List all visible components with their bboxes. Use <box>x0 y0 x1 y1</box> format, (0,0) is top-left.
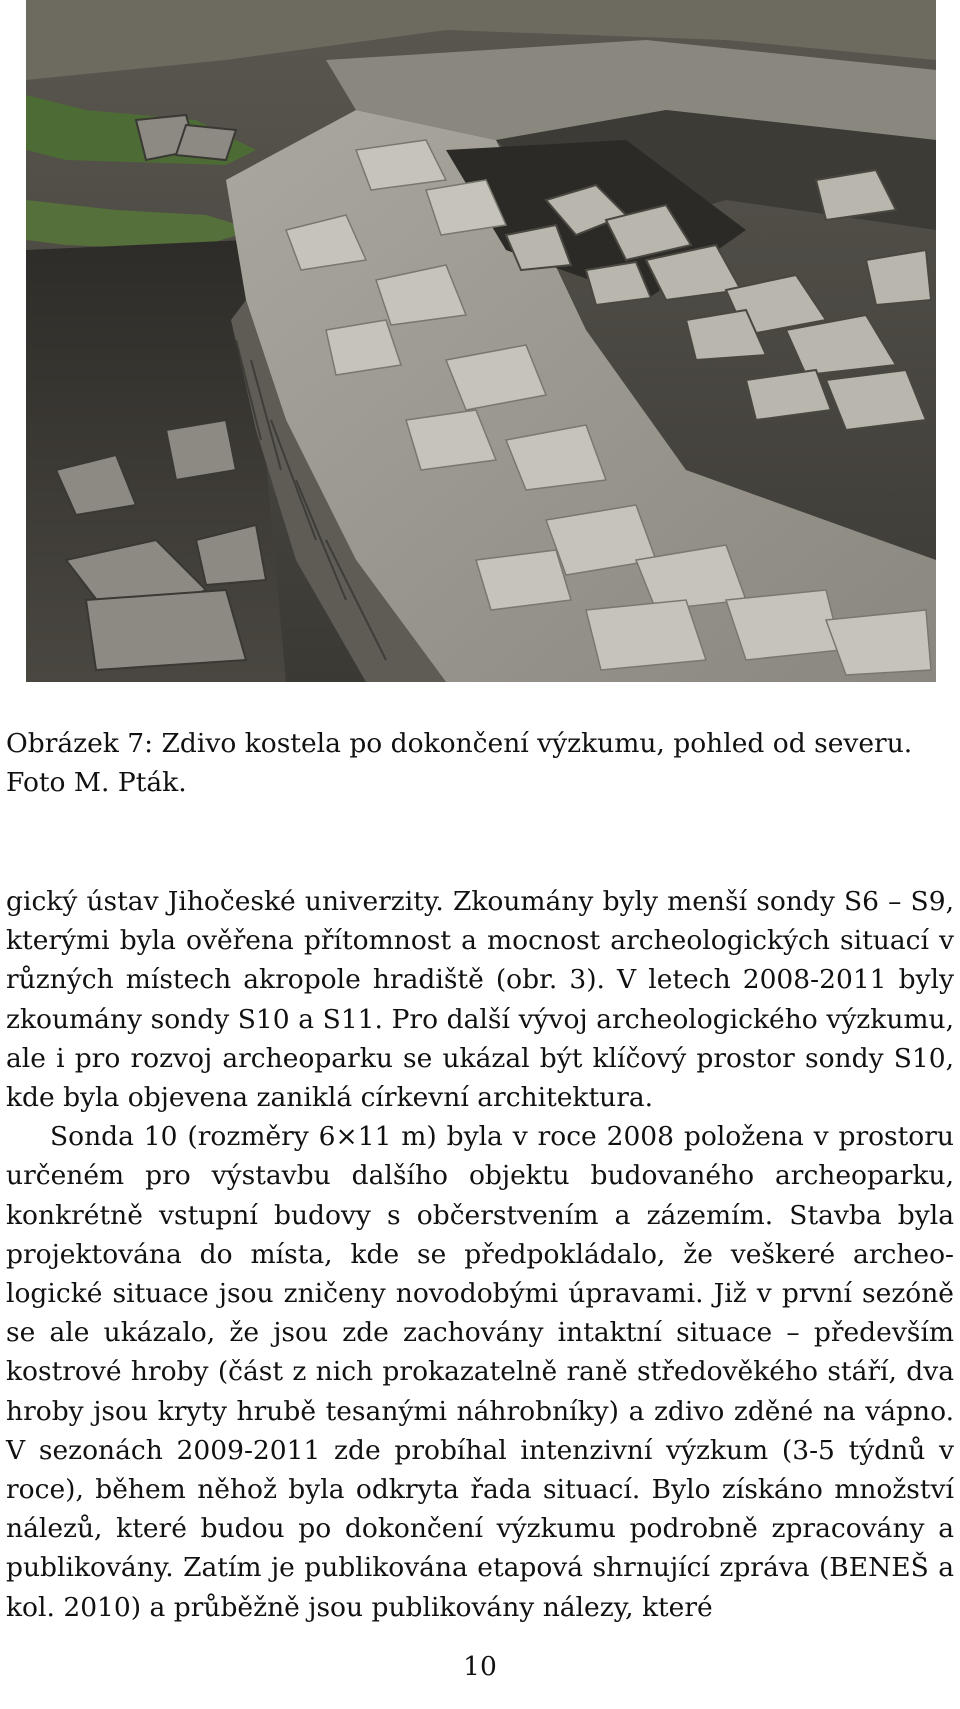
figure-caption: Obrázek 7: Zdivo kostela po dokončení výzkumu, pohled od severu. Foto M. Pták. <box>6 728 913 798</box>
body-text <box>6 882 954 1627</box>
page-number: 10 <box>463 1651 497 1682</box>
photo-illustration <box>26 0 936 682</box>
excavation-photo <box>26 0 936 682</box>
paragraph-2: Sonda 10 (rozměry 6×11 m) byla v roce 2008 položena v prostoru určeném pro výstavbu dalšího objektu budovaného archeoparku, konkrétně vstupní budovy s občerstvením a zázemím. Stavba byla projektována do místa, kde se předpokládalo, že veškeré archeologické situace jsou zničeny novodobými úpravami. Již v první sezóně se ale ukázalo, že jsou zde zachovány intaktní situace – především kostrové hroby (část z nich prokazatelně raně středověkého stáří, dva hroby jsou kryty hrubě tesanými náhrobníky) a zdivo zděné na vápno. V sezonách 2009-2011 zde probíhal intenzivní výzkum (3-5 týdnů v roce), během něhož byla odkryta řada situací. Bylo získáno množství nálezů, které budou po dokončení výzkumu podrobně zpracovány a publikovány. Zatím je publikována etapová shrnující zpráva (BENEŠ a kol. 2010) a průběžně jsou publikovány nálezy, které <box>6 1121 954 1623</box>
paragraph-1: gický ústav Jihočeské univerzity. Zkoumány byly menší sondy S6 – S9, kterými byla ověřena přítomnost a mocnost archeologických situací v různých místech akropole hradiště (obr. 3). V letech 2008-2011 byly zkoumány sondy S10 a S11. Pro další vývoj archeologického výzkumu, ale i pro rozvoj archeoparku se ukázal být klíčový prostor sondy S10, kde byla objevena zaniklá církevní architektura. <box>6 886 954 1114</box>
